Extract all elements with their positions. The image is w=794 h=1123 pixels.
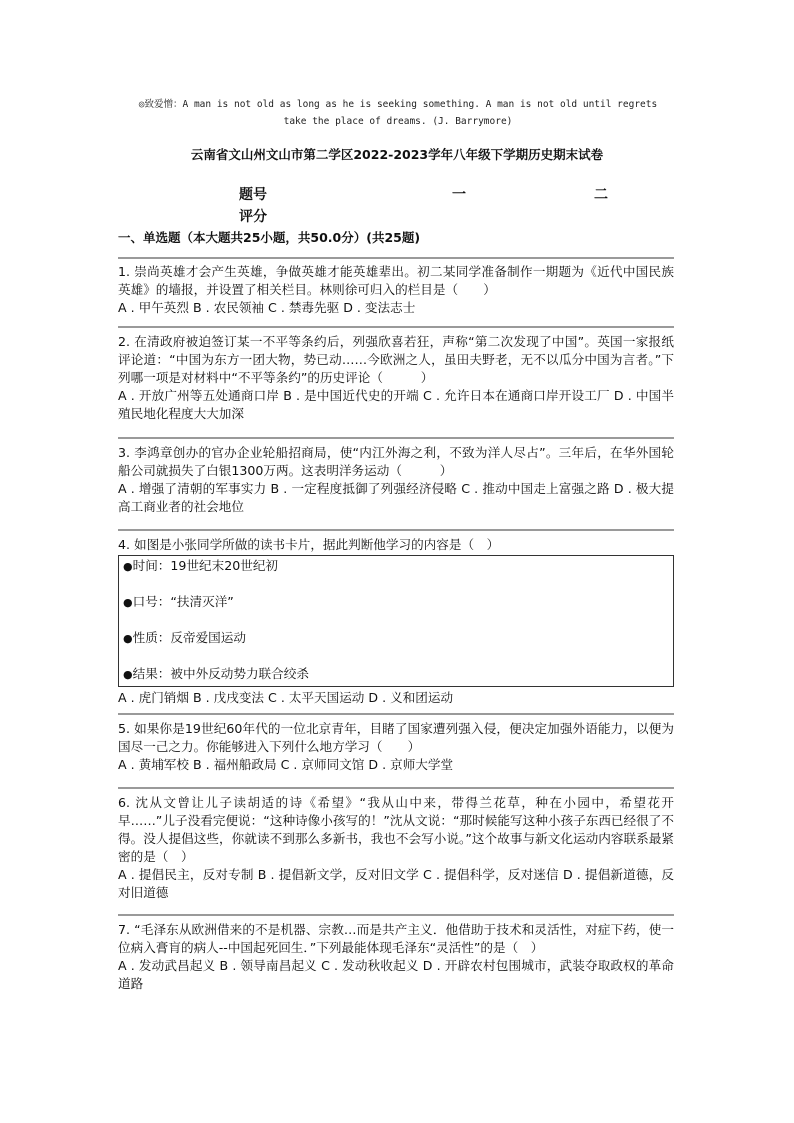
divider (118, 914, 674, 916)
divider (118, 787, 674, 789)
question-3 (118, 444, 674, 516)
question-stem: 3. 李鸿章创办的官办企业轮船招商局，使“内江外海之利，不致为洋人尽占”。三年后，在华外国轮船公司就损失了白银1300万两。这表明洋务运动（ ） (118, 445, 674, 478)
question-stem: 7. “毛泽东从欧洲借来的不是机器、宗教…而是共产主义．他借助于技术和灵活性，对症下药，使一位病入膏肓的病人--中国起死回生．”下列最能体现毛泽东“灵活性”的是（ ） (118, 922, 674, 955)
score-table (0, 182, 794, 224)
question-stem: 6. 沈从文曾让儿子读胡适的诗《希望》“我从山中来，带得兰花草，种在小园中，希望花开早……”儿子没看完便说：“这种诗像小孩写的！”沈从文说：“那时候能写这种小孩子东西已经很了不得。没人提倡这些，你就读不到那么多新书，我也不会写小说。”这个故事与新文化运动内容联系最紧密的是（ ） (118, 795, 674, 864)
card-item: ●口号：“扶清灭洋” (123, 594, 234, 609)
score-row-label: 评分 (239, 209, 267, 225)
divider (118, 257, 674, 259)
question-7 (118, 921, 674, 993)
card-item: ●结果：被中外反动势力联合绞杀 (123, 666, 309, 681)
bullet-icon: ● (123, 560, 133, 573)
question-options: A . 提倡民主，反对专制 B . 提倡新文学，反对旧文学 C . 提倡科学，反对迷信 D . 提倡新道德，反对旧道德 (118, 867, 674, 900)
motto-line-2: take the place of dreams. (J. Barrymore) (283, 116, 513, 127)
motto-prefix: ◎致爱憎： (138, 99, 183, 110)
bullet-icon: ● (123, 596, 133, 609)
section-heading: 一、单选题（本大题共25小题，共50.0分）(共25题) (118, 230, 421, 245)
question-options: A . 增强了清朝的军事实力 B . 一定程度抵御了列强经济侵略 C . 推动中国走上富强之路 D . 极大提高工商业者的社会地位 (118, 481, 674, 514)
divider (118, 529, 674, 531)
divider (118, 437, 674, 439)
motto-line-1: A man is not old as long as he is seeking something. A man is not old until regrets (182, 99, 658, 110)
question-stem: 2. 在清政府被迫签订某一不平等条约后，列强欣喜若狂，声称“第二次发现了中国”。英国一家报纸评论道：“中国为东方一团大物，势已动……今欧洲之人，虽田夫野老，无不以瓜分中国为言者。”下列哪一项是对材料中“不平等条约”的历史评论（ ） (118, 334, 674, 385)
question-options: A . 发动武昌起义 B . 领导南昌起义 C . 发动秋收起义 D . 开辟农村包围城市，武装夺取政权的革命道路 (118, 958, 674, 991)
question-options: A . 甲午英烈 B . 农民领袖 C . 禁毒先驱 D . 变法志士 (118, 300, 416, 315)
question-6 (118, 794, 674, 902)
divider (118, 326, 674, 328)
question-options: A . 黄埔军校 B . 福州船政局 C . 京师同文馆 D . 京师大学堂 (118, 757, 454, 772)
question-stem: 4. 如图是小张同学所做的读书卡片，据此判断他学习的内容是（ ） (118, 537, 500, 552)
card-item: ●性质：反帝爱国运动 (123, 630, 246, 645)
question-4 (118, 536, 674, 707)
motto (118, 96, 678, 130)
score-header-part-2: 二 (594, 187, 608, 203)
card-item: ●时间：19世纪末20世纪初 (123, 558, 279, 573)
exam-title: 云南省文山州文山市第二学区2022-2023学年八年级下学期历史期末试卷 (190, 147, 604, 162)
question-2 (118, 333, 674, 423)
score-header-part-1: 一 (452, 187, 466, 203)
question-stem: 5. 如果你是19世纪60年代的一位北京青年，目睹了国家遭列强入侵，便决定加强外语能力，以便为国尽一己之力。你能够进入下列什么地方学习（ ） (118, 721, 674, 754)
question-options: A . 开放广州等五处通商口岸 B . 是中国近代史的开端 C . 允许日本在通商口岸开设工厂 D . 中国半殖民地化程度大大加深 (118, 388, 674, 421)
reading-card (118, 555, 674, 687)
bullet-icon: ● (123, 632, 133, 645)
question-stem: 1. 崇尚英雄才会产生英雄，争做英雄才能英雄辈出。初二某同学准备制作一期题为《近代中国民族英雄》的墙报，并设置了相关栏目。林则徐可归入的栏目是（ ） (118, 264, 674, 297)
question-5 (118, 720, 674, 774)
bullet-icon: ● (123, 668, 133, 681)
question-options: A . 虎门销烟 B . 戊戌变法 C . 太平天国运动 D . 义和团运动 (118, 690, 454, 705)
question-1 (118, 263, 674, 317)
score-header-number: 题号 (239, 187, 267, 203)
divider (118, 713, 674, 715)
